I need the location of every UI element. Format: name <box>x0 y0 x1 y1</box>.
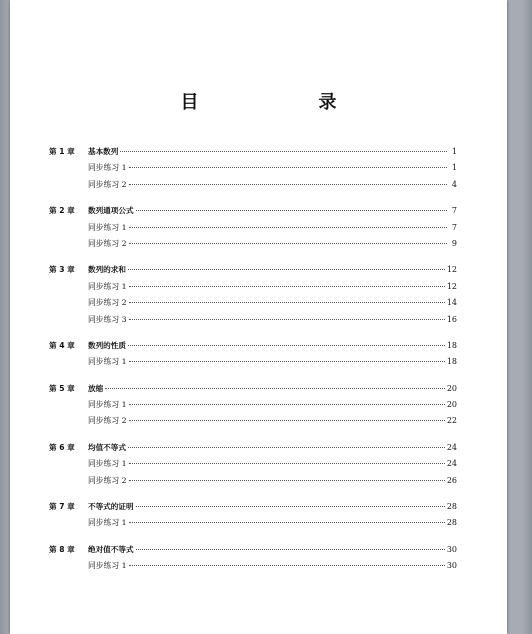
page-number: 16 <box>446 314 457 324</box>
toc-chapter-entry[interactable] <box>49 383 457 399</box>
chapter-number: 第 2 章 <box>49 206 75 216</box>
page-title: 目 录 <box>180 92 365 113</box>
toc-exercise-entry[interactable] <box>49 560 457 576</box>
dot-leader <box>129 480 445 481</box>
chapter-number: 第 3 章 <box>49 265 75 275</box>
page-number: 30 <box>446 561 457 571</box>
dot-leader <box>136 210 447 211</box>
page-number: 18 <box>446 340 457 350</box>
toc-chapter <box>49 264 457 330</box>
exercise-title: 同步练习 2 <box>88 179 127 189</box>
chapter-number: 第 1 章 <box>49 147 75 156</box>
dot-leader <box>129 463 445 464</box>
chapter-title: 绝对值不等式 <box>88 544 134 554</box>
dot-leader <box>128 345 445 346</box>
toc-chapter-entry[interactable] <box>49 264 457 280</box>
dot-leader <box>129 420 445 421</box>
chapter-title: 均值不等式 <box>88 442 126 452</box>
exercise-title: 同步练习 1 <box>88 400 127 410</box>
toc-chapter <box>49 146 457 195</box>
chapter-number: 第 5 章 <box>49 383 75 393</box>
toc-chapter <box>49 544 457 577</box>
toc-exercise-entry[interactable] <box>49 222 457 238</box>
toc-chapter-entry[interactable] <box>49 442 457 458</box>
toc-chapter-entry[interactable] <box>49 205 457 221</box>
dot-leader <box>129 361 445 362</box>
dot-leader <box>129 184 447 185</box>
toc-exercise-entry[interactable] <box>49 314 457 330</box>
toc-exercise-entry[interactable] <box>49 458 457 474</box>
page-number: 18 <box>446 357 457 367</box>
toc-chapter-entry[interactable] <box>49 146 457 162</box>
toc-chapter <box>49 383 457 432</box>
exercise-title: 同步练习 1 <box>88 459 127 469</box>
dot-leader <box>120 151 447 152</box>
chapter-title: 数列通项公式 <box>88 206 134 216</box>
page-number: 28 <box>446 518 457 528</box>
exercise-title: 同步练习 1 <box>88 357 127 367</box>
dot-leader <box>128 447 445 448</box>
dot-leader <box>105 388 445 389</box>
page-number: 7 <box>451 206 457 216</box>
page-number: 24 <box>446 459 457 469</box>
page-number: 30 <box>446 544 457 554</box>
exercise-title: 同步练习 1 <box>88 163 127 173</box>
toc-exercise-entry[interactable] <box>49 356 457 372</box>
exercise-title: 同步练习 1 <box>88 222 127 232</box>
chapter-title: 数列的性质 <box>88 340 126 350</box>
toc-exercise-entry[interactable] <box>49 162 457 178</box>
toc-chapter-entry[interactable] <box>49 544 457 560</box>
exercise-title: 同步练习 3 <box>88 314 127 324</box>
dot-leader <box>136 506 445 507</box>
toc-chapter <box>49 340 457 373</box>
page-number: 22 <box>446 416 457 426</box>
exercise-title: 同步练习 2 <box>88 416 127 426</box>
page-number: 20 <box>446 400 457 410</box>
exercise-title: 同步练习 1 <box>88 281 127 291</box>
dot-leader <box>129 286 445 287</box>
dot-leader <box>136 549 445 550</box>
page-number: 28 <box>446 502 457 512</box>
page-number: 26 <box>446 475 457 485</box>
exercise-title: 同步练习 1 <box>88 561 127 571</box>
page-number: 9 <box>451 238 457 248</box>
toc-exercise-entry[interactable] <box>49 415 457 431</box>
page-number: 20 <box>446 383 457 393</box>
page-number: 12 <box>446 265 457 275</box>
exercise-title: 同步练习 2 <box>88 238 127 248</box>
toc-exercise-entry[interactable] <box>49 475 457 491</box>
page-number: 7 <box>451 222 457 232</box>
chapter-title: 放缩 <box>88 383 104 393</box>
page-number: 1 <box>451 163 457 173</box>
exercise-title: 同步练习 2 <box>88 475 127 485</box>
dot-leader <box>129 522 445 523</box>
toc-exercise-entry[interactable] <box>49 281 457 297</box>
page-number: 4 <box>451 179 457 189</box>
toc-exercise-entry[interactable] <box>49 297 457 313</box>
table-of-contents <box>49 146 457 587</box>
dot-leader <box>128 269 445 270</box>
dot-leader <box>129 227 447 228</box>
toc-chapter-entry[interactable] <box>49 501 457 517</box>
chapter-title: 基本数列 <box>88 147 119 156</box>
dot-leader <box>129 565 445 566</box>
chapter-number: 第 6 章 <box>49 442 75 452</box>
page-number: 14 <box>446 298 457 308</box>
dot-leader <box>129 243 447 244</box>
exercise-title: 同步练习 1 <box>88 518 127 528</box>
dot-leader <box>129 404 445 405</box>
chapter-number: 第 4 章 <box>49 340 75 350</box>
toc-exercise-entry[interactable] <box>49 179 457 195</box>
chapter-title: 不等式的证明 <box>88 502 134 512</box>
chapter-title: 数列的求和 <box>88 265 126 275</box>
toc-exercise-entry[interactable] <box>49 399 457 415</box>
toc-chapter <box>49 442 457 491</box>
page-number: 1 <box>451 147 457 156</box>
exercise-title: 同步练习 2 <box>88 298 127 308</box>
dot-leader <box>129 302 445 303</box>
dot-leader <box>129 319 445 320</box>
toc-exercise-entry[interactable] <box>49 238 457 254</box>
chapter-number: 第 8 章 <box>49 544 75 554</box>
toc-chapter <box>49 205 457 254</box>
document-page <box>10 0 507 634</box>
dot-leader <box>129 167 447 168</box>
chapter-number: 第 7 章 <box>49 502 75 512</box>
toc-chapter-entry[interactable] <box>49 340 457 356</box>
page-number: 24 <box>446 442 457 452</box>
toc-chapter <box>49 501 457 534</box>
toc-exercise-entry[interactable] <box>49 517 457 533</box>
page-number: 12 <box>446 281 457 291</box>
